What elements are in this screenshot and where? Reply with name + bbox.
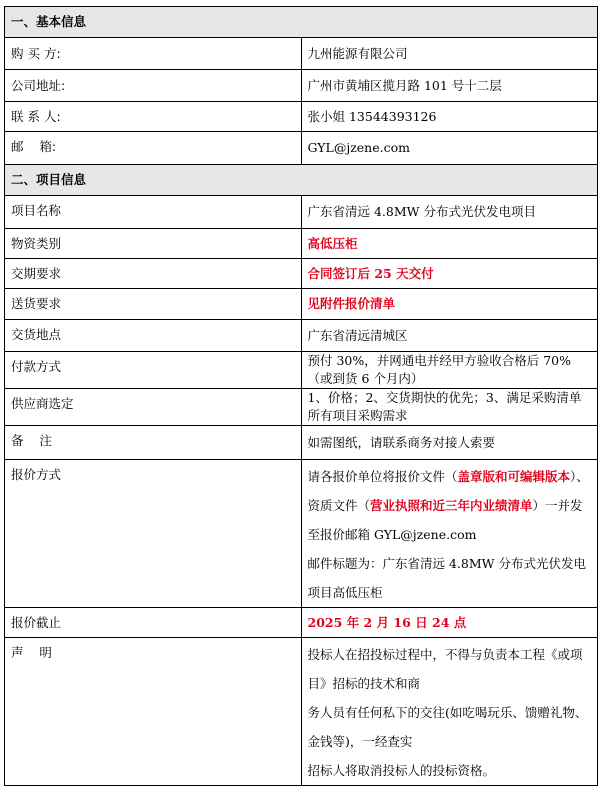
location-value: 广东省清远清城区	[301, 320, 598, 352]
delivery-term-label: 交期要求	[5, 259, 302, 289]
supplier-value: 1、价格；2、交货期快的优先；3、满足采购清单所有项目采购需求	[301, 389, 598, 426]
buyer-label: 购 买 方:	[5, 38, 302, 70]
payment-value: 预付 30%，并网通电并经甲方验收合格后 70%（或到货 6 个月内）	[301, 352, 598, 389]
quote-red-1: 盖章版和可编辑版本	[457, 469, 571, 484]
statement-line-3: 招标人将取消投标人的投标资格。	[307, 763, 496, 778]
row-shipping	[5, 289, 598, 320]
remark-label: 备 注	[5, 426, 302, 460]
section-header-project	[5, 165, 598, 196]
row-address	[5, 70, 598, 102]
quote-text-2: ）、资质文件（	[307, 469, 589, 513]
shipping-value: 见附件报价清单	[301, 289, 598, 320]
row-project-name	[5, 196, 598, 229]
delivery-term-value: 合同签订后 25 天交付	[301, 259, 598, 289]
email-label: 邮 箱:	[5, 132, 302, 165]
row-supplier	[5, 389, 598, 426]
statement-label: 声 明	[5, 638, 302, 786]
category-label: 物资类别	[5, 229, 302, 259]
address-label: 公司地址:	[5, 70, 302, 102]
row-payment	[5, 352, 598, 389]
row-deadline	[5, 608, 598, 638]
deadline-label: 报价截止	[5, 608, 302, 638]
row-contact	[5, 102, 598, 132]
location-label: 交货地点	[5, 320, 302, 352]
project-name-value: 广东省清远 4.8MW 分布式光伏发电项目	[301, 196, 598, 229]
row-delivery-term	[5, 259, 598, 289]
section-title-basic: 一、基本信息	[5, 7, 598, 38]
section-header-basic	[5, 7, 598, 38]
project-name-label: 项目名称	[5, 196, 302, 229]
statement-line-1: 投标人在招投标过程中，不得与负责本工程《或项目》招标的技术和商	[307, 647, 583, 691]
section-title-project: 二、项目信息	[5, 165, 598, 196]
row-category	[5, 229, 598, 259]
quote-text-1: 请各报价单位将报价文件（	[307, 469, 458, 484]
quote-text-3: ）一并发至报价邮箱 GYL@jzene.com	[307, 498, 583, 542]
category-value: 高低压柜	[301, 229, 598, 259]
row-buyer	[5, 38, 598, 70]
row-email	[5, 132, 598, 165]
supplier-label: 供应商选定	[5, 389, 302, 426]
row-location	[5, 320, 598, 352]
deadline-value: 2025 年 2 月 16 日 24 点	[301, 608, 598, 638]
contact-label: 联 系 人:	[5, 102, 302, 132]
info-table	[4, 6, 598, 786]
row-statement	[5, 638, 598, 786]
buyer-value: 九州能源有限公司	[301, 38, 598, 70]
statement-line-2: 务人员有任何私下的交往(如吃喝玩乐、馈赠礼物、金钱等)，一经查实	[307, 705, 588, 749]
address-value: 广州市黄埔区揽月路 101 号十二层	[301, 70, 598, 102]
row-quote-method	[5, 460, 598, 608]
statement-value	[301, 638, 598, 786]
payment-label: 付款方式	[5, 352, 302, 389]
quote-red-2: 营业执照和近三年内业绩清单	[370, 498, 533, 513]
quote-method-label: 报价方式	[5, 460, 302, 608]
quote-subject: 邮件标题为：广东省清远 4.8MW 分布式光伏发电项目高低压柜	[307, 556, 586, 600]
remark-value: 如需图纸，请联系商务对接人索要	[301, 426, 598, 460]
shipping-label: 送货要求	[5, 289, 302, 320]
email-value: GYL@jzene.com	[301, 132, 598, 165]
row-remark	[5, 426, 598, 460]
quote-method-value	[301, 460, 598, 608]
contact-value: 张小姐 13544393126	[301, 102, 598, 132]
